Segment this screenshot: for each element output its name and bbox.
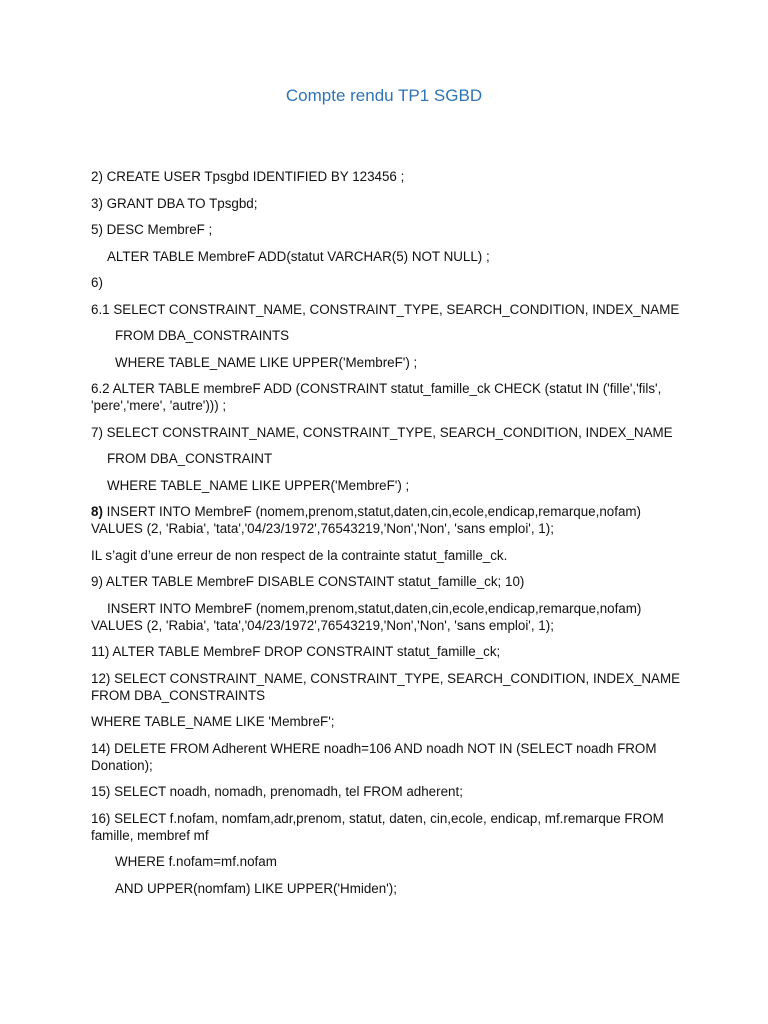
document-title: Compte rendu TP1 SGBD [285,86,483,105]
error-explanation: IL s’agit d’une erreur de non respect de la contrainte statut_famille_ck. [91,547,508,563]
sql-line-11-drop: 11) ALTER TABLE MembreF DROP CONSTRAINT statut_famille_ck; [91,644,501,659]
sql-line-6-1-from: FROM DBA_CONSTRAINTS [115,328,290,343]
sql-line-10-first: INSERT INTO MembreF (nomem,prenom,statut,daten,cin,ecole,endicap,remarque,nofam) [107,600,642,616]
sql-line-6-1-where: WHERE TABLE_NAME LIKE UPPER('MembreF') ; [115,354,418,370]
sql-line-14-delete: 14) DELETE FROM Adherent WHERE noadh=106 AND noadh NOT IN (SELECT noadh FROM Donation); [91,740,657,773]
sql-line-10-rest: VALUES (2, 'Rabia', 'tata','04/23/1972',76543219,'Non','Non', 'sans emploi', 1); [91,617,554,633]
sql-line-8-insert [91,503,691,537]
sql-line-grant: 3) GRANT DBA TO Tpsgbd; [91,195,258,211]
sql-line-16-where: WHERE f.nofam=mf.nofam [115,854,277,869]
sql-line-alter-add-statut: ALTER TABLE MembreF ADD(statut VARCHAR(5) NOT NULL) ; [107,248,490,264]
section-label-6: 6) [91,275,103,290]
sql-line-8-number: 8) [91,504,103,519]
sql-line-12-select: 12) SELECT CONSTRAINT_NAME, CONSTRAINT_TYPE, SEARCH_CONDITION, INDEX_NAME FROM DBA_CONSTRAINTS [91,670,681,703]
sql-line-16-and: AND UPPER(nomfam) LIKE UPPER('Hmiden'); [115,880,397,896]
sql-line-7-select: 7) SELECT CONSTRAINT_NAME, CONSTRAINT_TYPE, SEARCH_CONDITION, INDEX_NAME [91,424,673,440]
sql-line-6-2-alter: 6.2 ALTER TABLE membreF ADD (CONSTRAINT statut_famille_ck CHECK (statut IN ('fille','fils', 'pere','mere', 'autre'))) ; [91,381,662,413]
sql-line-create-user: 2) CREATE USER Tpsgbd IDENTIFIED BY 123456 ; [91,169,405,184]
sql-line-10-insert [91,600,691,634]
sql-line-12-where: WHERE TABLE_NAME LIKE 'MembreF'; [91,714,335,729]
sql-line-16-select: 16) SELECT f.nofam, nomfam,adr,prenom, statut, daten, cin,ecole, endicap, mf.remarque FROM famille, membref mf [91,810,664,843]
sql-line-6-1-select: 6.1 SELECT CONSTRAINT_NAME, CONSTRAINT_TYPE, SEARCH_CONDITION, INDEX_NAME [91,301,680,317]
sql-line-8-text: INSERT INTO MembreF (nomem,prenom,statut,daten,cin,ecole,endicap,remarque,nofam) VALUES (2, 'Rabia', 'tata','04/23/1972',76543219,'Non','Non', 'sans emploi', 1); [91,504,642,536]
sql-line-15-select: 15) SELECT noadh, nomadh, prenomadh, tel FROM adherent; [91,784,463,799]
sql-line-7-from: FROM DBA_CONSTRAINT [107,451,273,466]
sql-line-7-where: WHERE TABLE_NAME LIKE UPPER('MembreF') ; [107,477,410,493]
sql-line-desc: 5) DESC MembreF ; [91,222,213,237]
document-body [91,168,691,906]
sql-line-9-disable: 9) ALTER TABLE MembreF DISABLE CONSTAINT statut_famille_ck; 10) [91,574,525,589]
